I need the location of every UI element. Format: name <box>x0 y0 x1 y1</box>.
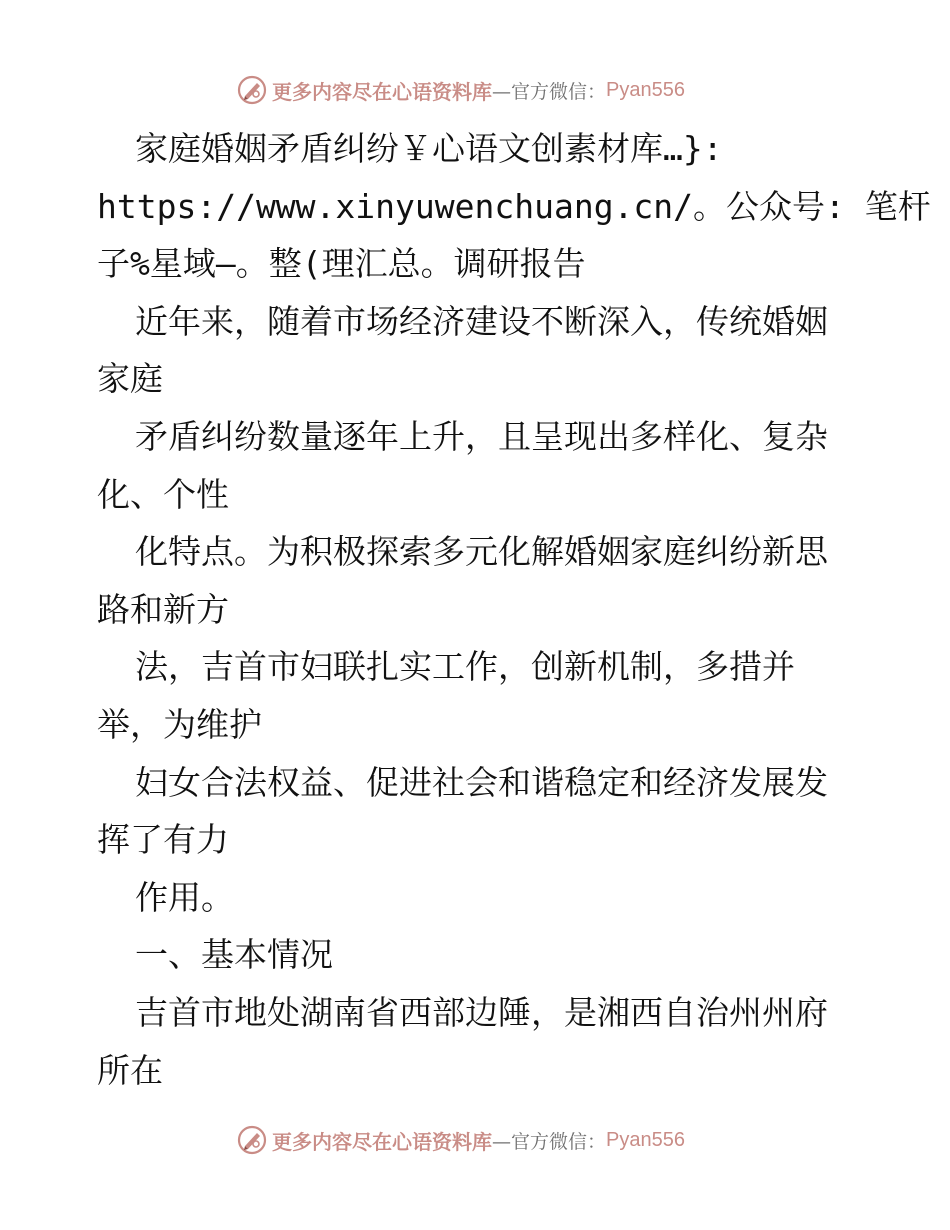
banner-wechat-id: Pyan556 <box>606 1128 685 1151</box>
text-line: 子%星域—。整(理汇总。调研报告 <box>97 244 586 284</box>
text-line: 举，为维护 <box>97 704 262 744</box>
header-banner <box>236 72 716 108</box>
pen-seal-logo-icon <box>236 74 268 106</box>
text-line: 吉首市地处湖南省西部边陲，是湘西自治州州府 <box>135 992 828 1032</box>
text-line: 近年来，随着市场经济建设不断深入，传统婚姻 <box>135 301 828 341</box>
banner-contact-text: —官方微信： <box>492 1130 607 1153</box>
text-line: 化特点。为积极探索多元化解婚姻家庭纠纷新思 <box>135 532 828 572</box>
banner-contact-text: —官方微信： <box>492 80 607 103</box>
text-line: 矛盾纠纷数量逐年上升，且呈现出多样化、复杂 <box>135 416 828 456</box>
section-heading: 一、基本情况 <box>135 935 333 975</box>
banner-lead-text: 更多内容尽在心语资料库 <box>272 1129 492 1154</box>
banner-lead-text: 更多内容尽在心语资料库 <box>272 79 492 104</box>
text-line: 化、个性 <box>97 474 229 514</box>
footer-banner <box>236 1122 716 1158</box>
text-line: https://www.xinyuwenchuang.cn/。公众号: 笔杆 <box>97 186 931 226</box>
pen-seal-logo-icon <box>236 1124 268 1156</box>
text-line: 妇女合法权益、促进社会和谐稳定和经济发展发 <box>135 762 828 802</box>
text-line: 挥了有力 <box>97 820 229 860</box>
text-line: 作用。 <box>135 877 234 917</box>
text-line: 家庭 <box>97 359 163 399</box>
document-body <box>97 120 931 1099</box>
banner-wechat-id: Pyan556 <box>606 78 685 101</box>
text-line: 法，吉首市妇联扎实工作，创新机制，多措并 <box>135 647 795 687</box>
text-line: 所在 <box>97 1050 163 1090</box>
text-line: 路和新方 <box>97 589 229 629</box>
text-line: 家庭婚姻矛盾纠纷￥心语文创素材库…}: <box>135 129 723 168</box>
